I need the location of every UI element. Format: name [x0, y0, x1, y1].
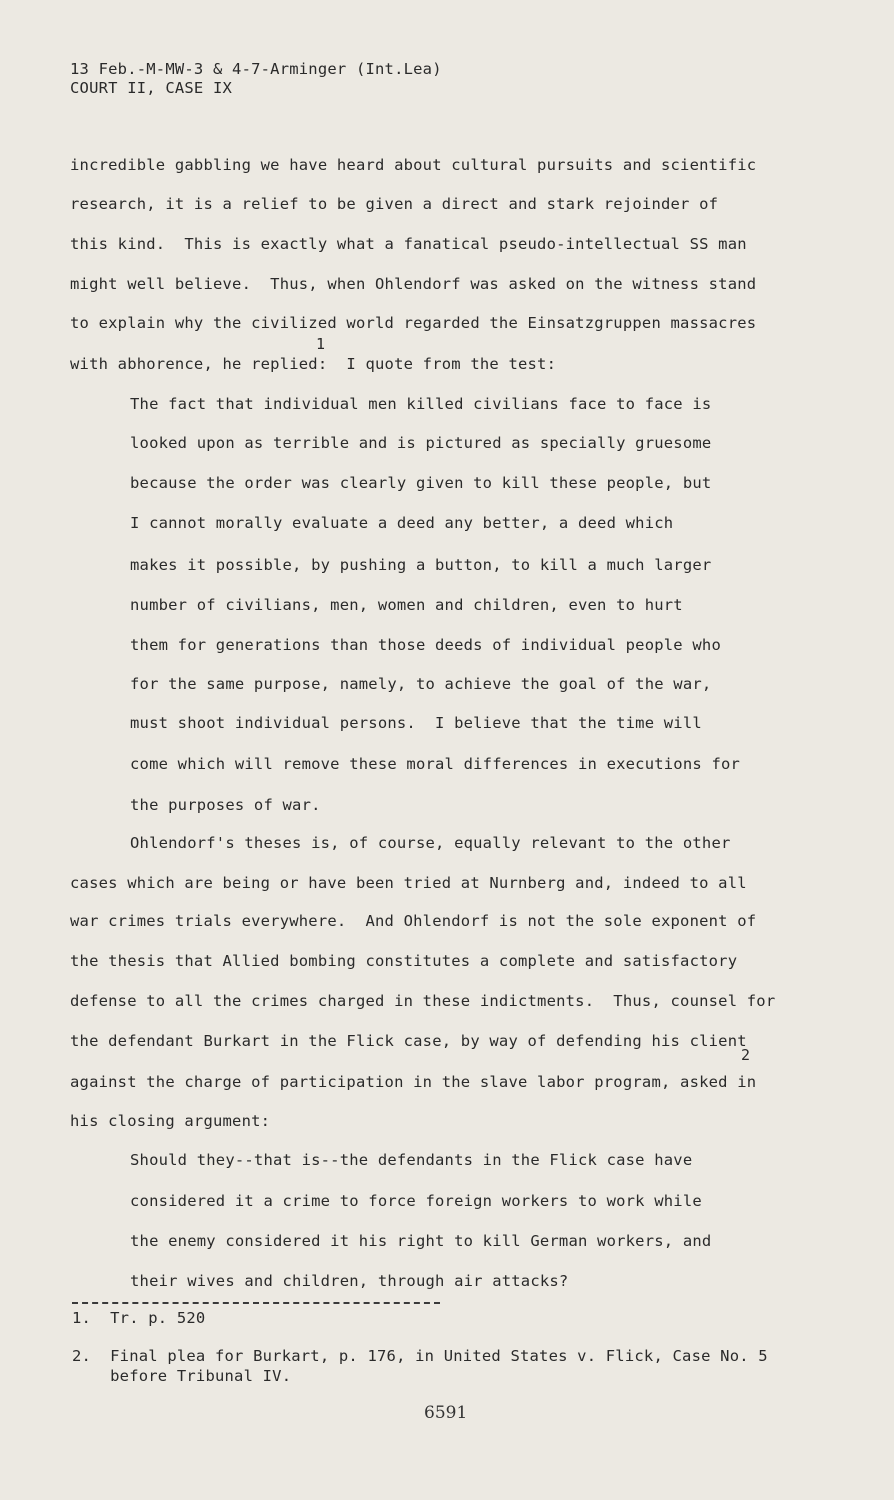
footnote-ref-1: 1: [316, 335, 326, 353]
paragraph-2-line: the defendant Burkart in the Flick case, by way of defending his client: [70, 1032, 747, 1050]
quote-1-line: come which will remove these moral differences in executions for: [130, 755, 741, 773]
paragraph-2-line: defense to all the crimes charged in these indictments. Thus, counsel for: [70, 992, 776, 1010]
footnote-ref-2: 2: [741, 1046, 751, 1064]
paragraph-1-line: with abhorence, he replied: I quote from the test:: [70, 355, 557, 373]
paragraph-2-line: his closing argument:: [70, 1112, 271, 1130]
quote-2-line: the enemy considered it his right to kill German workers, and: [130, 1232, 712, 1250]
quote-2-line: considered it a crime to force foreign workers to work while: [130, 1192, 702, 1210]
quote-2-line: their wives and children, through air attacks?: [130, 1272, 569, 1290]
quote-1-line: because the order was clearly given to kill these people, but: [130, 474, 712, 492]
paragraph-2-line: cases which are being or have been tried at Nurnberg and, indeed to all: [70, 874, 747, 892]
paragraph-2-line: Ohlendorf's theses is, of course, equally relevant to the other: [130, 834, 731, 852]
paragraph-1-line: to explain why the civilized world regarded the Einsatzgruppen massacres: [70, 314, 757, 332]
footnote-2-line-2: before Tribunal IV.: [72, 1367, 292, 1385]
header-line-1: 13 Feb.-M-MW-3 & 4-7-Arminger (Int.Lea): [70, 60, 442, 78]
quote-1-line: makes it possible, by pushing a button, to kill a much larger: [130, 556, 712, 574]
quote-1-line: I cannot morally evaluate a deed any better, a deed which: [130, 514, 674, 532]
quote-1-line: The fact that individual men killed civilians face to face is: [130, 395, 712, 413]
quote-1-line: them for generations than those deeds of individual people who: [130, 636, 721, 654]
paragraph-1-line: this kind. This is exactly what a fanatical pseudo-intellectual SS man: [70, 235, 747, 253]
paragraph-1-line: might well believe. Thus, when Ohlendorf was asked on the witness stand: [70, 275, 757, 293]
paragraph-1-line: research, it is a relief to be given a direct and stark rejoinder of: [70, 195, 719, 213]
footnote-2-line-1: 2. Final plea for Burkart, p. 176, in United States v. Flick, Case No. 5: [72, 1347, 768, 1365]
page-number: 6591: [424, 1403, 468, 1423]
header-line-2: COURT II, CASE IX: [70, 79, 233, 97]
quote-1-line: for the same purpose, namely, to achieve the goal of the war,: [130, 675, 712, 693]
quote-1-line: number of civilians, men, women and children, even to hurt: [130, 596, 683, 614]
quote-1-line: must shoot individual persons. I believe that the time will: [130, 714, 702, 732]
paragraph-2-line: against the charge of participation in the slave labor program, asked in: [70, 1073, 757, 1091]
quote-1-line: the purposes of war.: [130, 796, 321, 814]
quote-1-line: looked upon as terrible and is pictured as specially gruesome: [130, 434, 712, 452]
footnote-separator: [72, 1302, 440, 1304]
paragraph-2-line: the thesis that Allied bombing constitutes a complete and satisfactory: [70, 952, 738, 970]
paragraph-2-line: war crimes trials everywhere. And Ohlendorf is not the sole exponent of: [70, 912, 757, 930]
quote-2-line: Should they--that is--the defendants in the Flick case have: [130, 1151, 693, 1169]
footnote-1: 1. Tr. p. 520: [72, 1309, 206, 1327]
paragraph-1-line: incredible gabbling we have heard about cultural pursuits and scientific: [70, 156, 757, 174]
